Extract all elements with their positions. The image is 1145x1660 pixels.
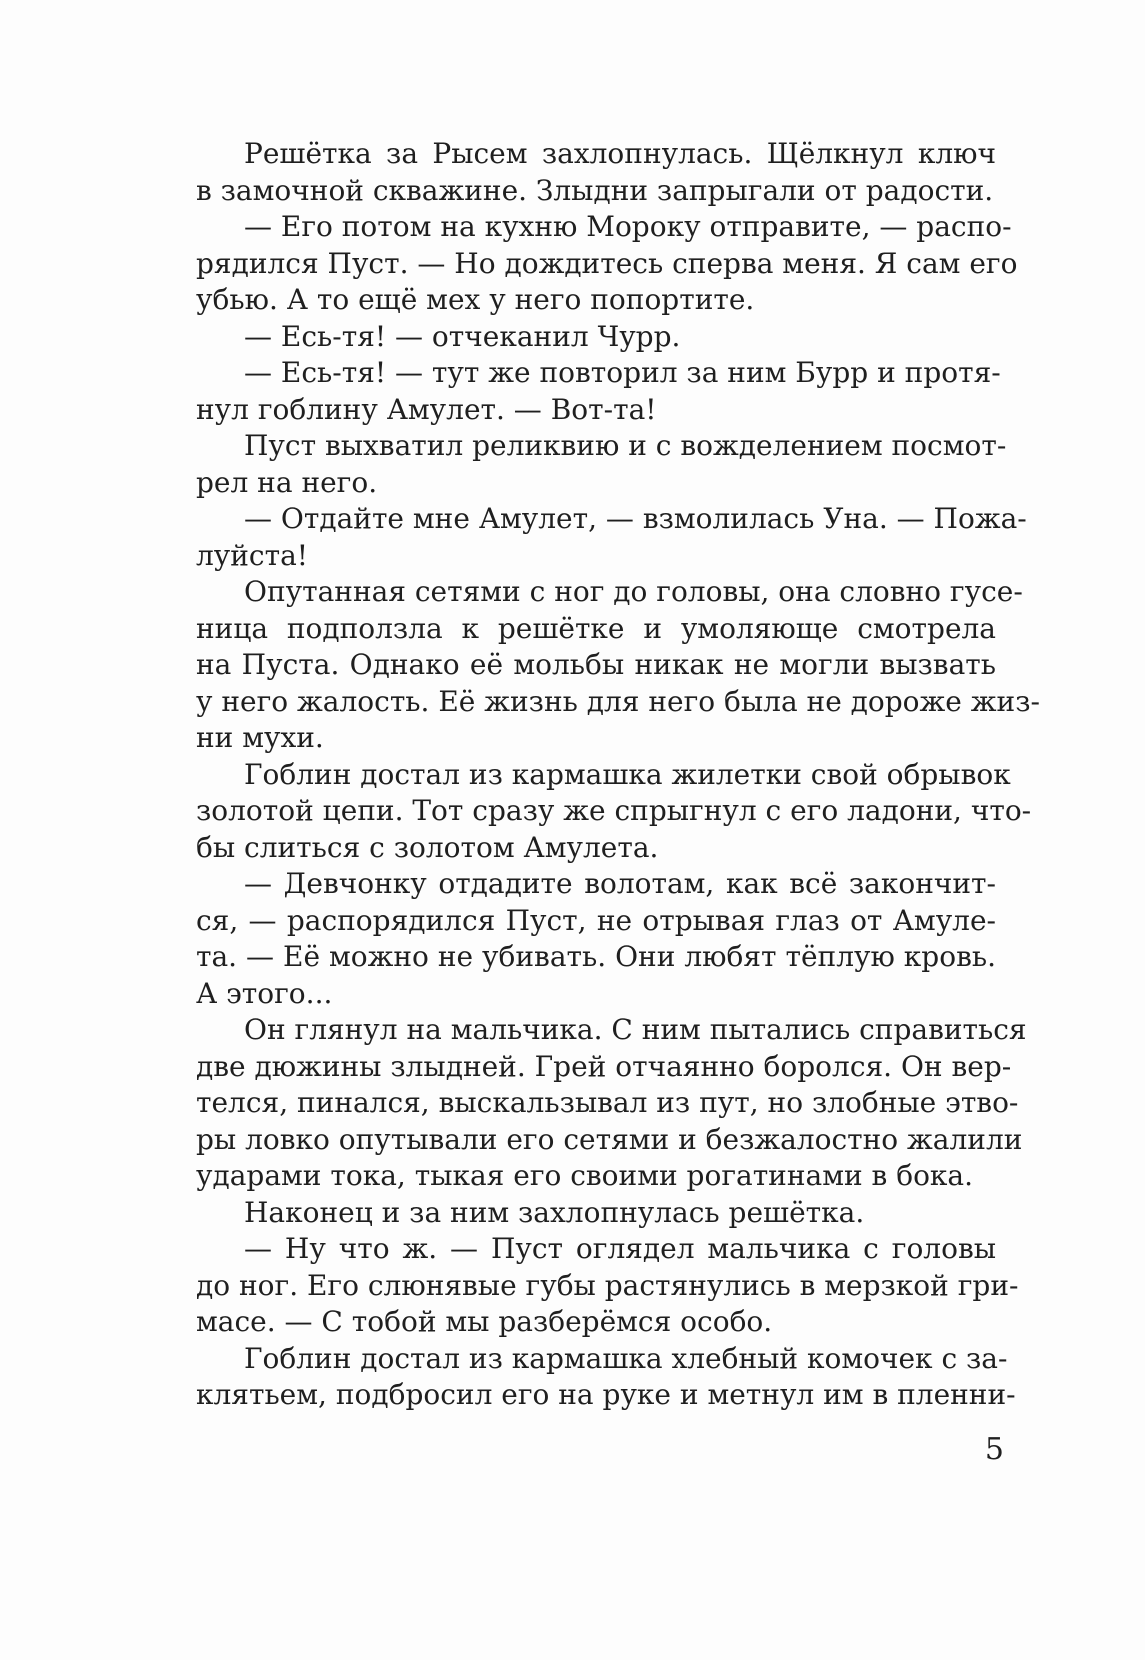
text-line: ни мухи.	[196, 721, 324, 754]
text-line: в замочной скважине. Злыдни запрыгали от радости.	[196, 173, 994, 207]
text-line: ся, — распорядился Пуст, не отрывая глаз от Амуле-	[196, 903, 996, 937]
text-line: две дюжины злыдней. Грей отчаянно боролся. Он вер-	[196, 1049, 1012, 1083]
text-line: бы слиться с золотом Амулета.	[196, 830, 659, 864]
text-line: — Девчонку отдадите волотам, как всё закончит-	[244, 867, 996, 900]
text-line: — Отдайте мне Амулет, — взмолилась Уна. — Пожа-	[244, 502, 1027, 535]
text-line: — Его потом на кухню Мороку отправите, — распо-	[244, 210, 1012, 243]
text-line: — Ну что ж. — Пуст оглядел мальчика с головы	[244, 1232, 996, 1265]
text-line: Гоблин достал из кармашка жилетки свой обрывок	[244, 757, 1011, 791]
text-line: Он глянул на мальчика. С ним пытались справиться	[244, 1013, 1027, 1046]
text-line: нул гоблину Амулет. — Вот-та!	[196, 392, 657, 426]
text-line: Наконец и за ним захлопнулась решётка.	[244, 1195, 865, 1229]
text-line: золотой цепи. Тот сразу же спрыгнул с его ладони, что-	[196, 794, 1032, 827]
text-line: ры ловко опутывали его сетями и безжалостно жалили	[196, 1122, 1023, 1156]
text-line: А этого...	[196, 976, 333, 1010]
body-text	[196, 136, 1040, 1414]
text-line: ударами тока, тыкая его своими рогатинами в бока.	[196, 1159, 974, 1192]
text-line: на Пуста. Однако её мольбы никак не могли вызвать	[196, 648, 996, 681]
text-line: у него жалость. Её жизнь для него была не дороже жиз-	[196, 684, 1040, 718]
text-line: луйста!	[196, 538, 309, 572]
text-line: рел на него.	[196, 465, 378, 499]
text-line: Решётка за Рысем захлопнулась. Щёлкнул ключ	[244, 137, 996, 170]
text-line: до ног. Его слюнявые губы растянулись в мерзкой гри-	[196, 1268, 1019, 1302]
text-line: Опутанная сетями с ног до головы, она словно гусе-	[244, 575, 1023, 608]
text-line: телся, пинался, выскальзывал из пут, но злобные этво-	[196, 1086, 1019, 1119]
text-line: — Есь-тя! — отчеканил Чурр.	[244, 319, 681, 353]
text-line: — Есь-тя! — тут же повторил за ним Бурр и протя-	[244, 356, 1001, 389]
text-line: рядился Пуст. — Но дождитесь сперва меня. Я сам его	[196, 246, 1018, 280]
text-line: клятьем, подбросил его на руке и метнул им в пленни-	[196, 1378, 1016, 1411]
page-number: 5	[984, 1432, 1004, 1467]
text-line: Пуст выхватил реликвию и с вожделением посмот-	[244, 429, 1007, 462]
text-line: масе. — С тобой мы разберёмся особо.	[196, 1305, 773, 1338]
text-line: ница подползла к решётке и умоляюще смотрела	[196, 611, 996, 645]
text-line: убью. А то ещё мех у него попортите.	[196, 283, 755, 316]
text-line: Гоблин достал из кармашка хлебный комочек с за-	[244, 1341, 1008, 1375]
text-line: та. — Её можно не убивать. Они любят тёплую кровь.	[196, 940, 996, 973]
